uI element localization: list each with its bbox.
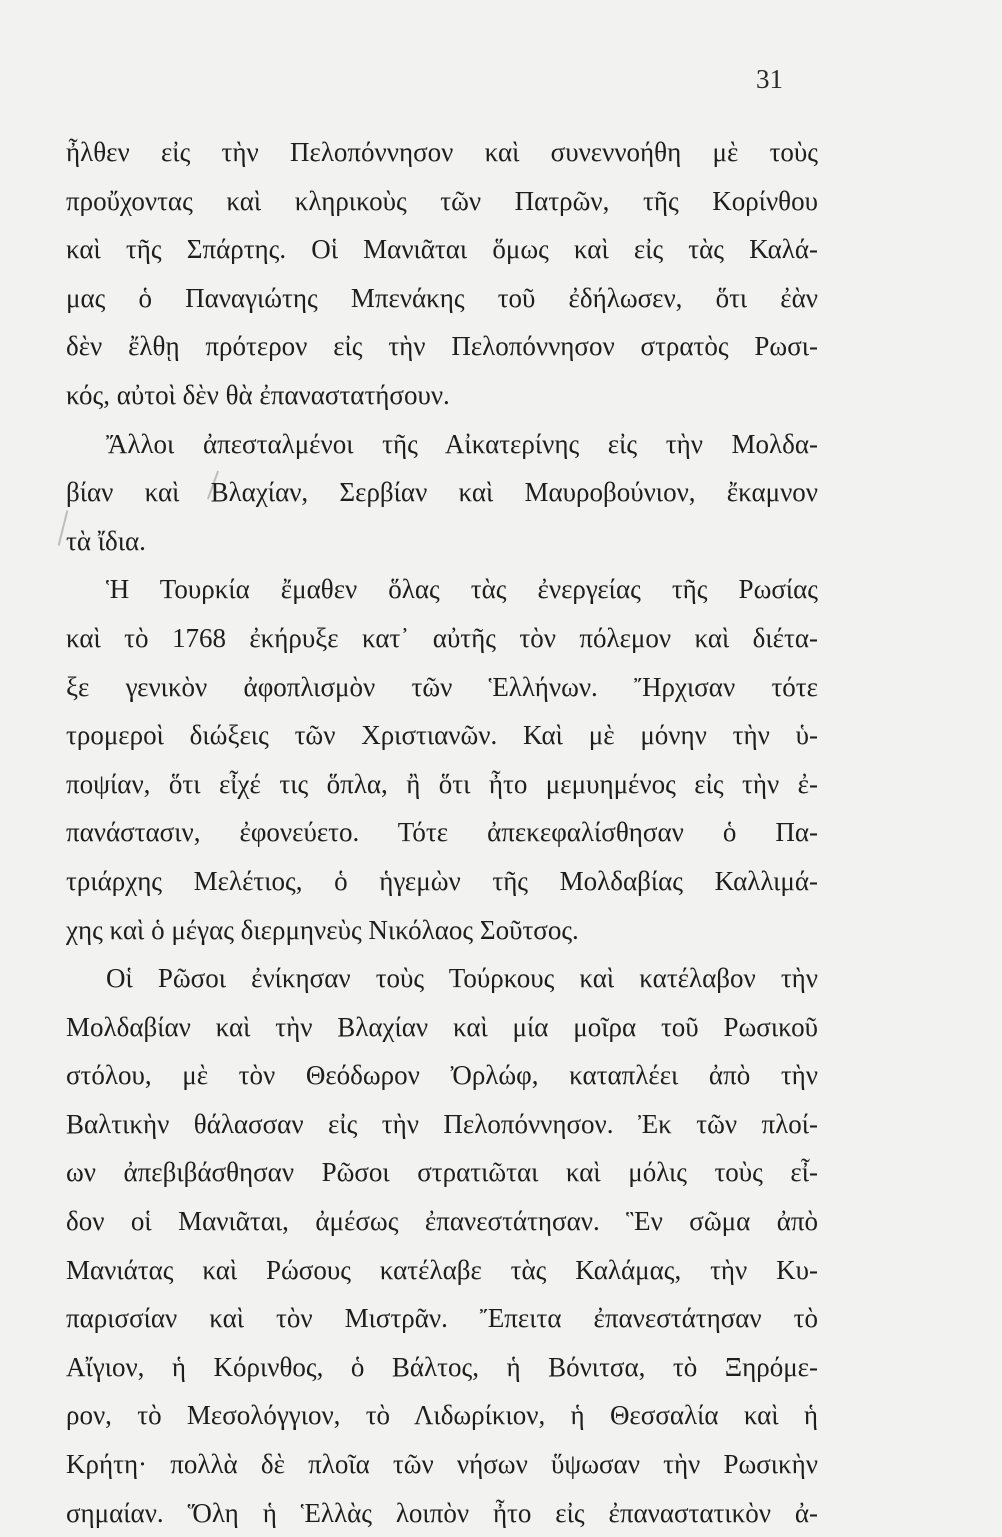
text-line: Ἡ Τουρκία ἔμαθεν ὅλας τὰς ἐνεργείας τῆς Ρωσίας	[106, 574, 818, 605]
text-line: δὲν ἔλθῃ πρότερον εἰς τὴν Πελοπόννησον στρατὸς Ρωσι-	[66, 331, 818, 362]
text-line: Ἄλλοι ἀπεσταλμένοι τῆς Αἰκατερίνης εἰς τὴν Μολδα-	[106, 428, 818, 459]
text-line: Αἴγιον, ἡ Κόρινθος, ὁ Βάλτος, ἡ Βόνιτσα, τὸ Ξηρόμε-	[66, 1351, 818, 1382]
text-line: τριάρχης Μελέτιος, ὁ ἡγεμὼν τῆς Μολδαβίας Καλλιμά-	[66, 865, 818, 896]
page-number: 31	[756, 64, 783, 94]
text-line: ποψίαν, ὅτι εἶχέ τις ὅπλα, ἢ ὅτι ἦτο μεμυημένος εἰς τὴν ἐ-	[66, 768, 818, 799]
text-line: χης καὶ ὁ μέγας διερμηνεὺς Νικόλαος Σοῦτσος.	[66, 914, 579, 945]
text-line: Κρήτη· πολλὰ δὲ πλοῖα τῶν νήσων ὕψωσαν τὴν Ρωσικὴν	[66, 1449, 818, 1480]
text-line: στόλου, μὲ τὸν Θεόδωρον Ὀρλώφ, καταπλέει ἀπὸ τὴν	[66, 1060, 818, 1091]
text-line: ων ἀπεβιβάσθησαν Ρῶσοι στρατιῶται καὶ μόλις τοὺς εἶ-	[66, 1157, 818, 1188]
text-line: Μολδαβίαν καὶ τὴν Βλαχίαν καὶ μία μοῖρα τοῦ Ρωσικοῦ	[66, 1011, 818, 1042]
text-line: Οἱ Ρῶσοι ἐνίκησαν τοὺς Τούρκους καὶ κατέλαβον τὴν	[106, 963, 818, 994]
text-line: ἦλθεν εἰς τὴν Πελοπόννησον καὶ συνεννοήθη μὲ τοὺς	[66, 137, 818, 167]
text-line: προὔχοντας καὶ κληρικοὺς τῶν Πατρῶν, τῆς Κορίνθου	[66, 185, 818, 216]
body-text	[66, 128, 818, 1537]
text-line: καὶ τὸ 1768 ἐκήρυξε κατ᾽ αὐτῆς τὸν πόλεμον καὶ διέτα-	[66, 622, 818, 653]
text-line: δον οἱ Μανιᾶται, ἀμέσως ἐπανεστάτησαν. Ἓν σῶμα ἀπὸ	[66, 1206, 818, 1237]
text-line: ρον, τὸ Μεσολόγγιον, τὸ Λιδωρίκιον, ἡ Θεσσαλία καὶ ἡ	[66, 1400, 818, 1431]
text-line: κός, αὐτοὶ δὲν θὰ ἐπαναστατήσουν.	[66, 379, 450, 410]
text-line: παρισσίαν καὶ τὸν Μιστρᾶν. Ἔπειτα ἐπανεστάτησαν τὸ	[66, 1303, 818, 1334]
text-line: Μανιάτας καὶ Ρώσους κατέλαβε τὰς Καλάμας, τὴν Κυ-	[66, 1254, 818, 1285]
text-line: μας ὁ Παναγιώτης Μπενάκης τοῦ ἐδήλωσεν, ὅτι ἐὰν	[66, 282, 818, 313]
text-line: Βαλτικὴν θάλασσαν εἰς τὴν Πελοπόννησον. Ἐκ τῶν πλοί-	[66, 1108, 818, 1139]
text-line: πανάστασιν, ἐφονεύετο. Τότε ἀπεκεφαλίσθησαν ὁ Πα-	[66, 817, 818, 848]
text-line: καὶ τῆς Σπάρτης. Οἱ Μανιᾶται ὅμως καὶ εἰς τὰς Καλά-	[66, 234, 818, 265]
text-line: σημαίαν. Ὅλη ἡ Ἑλλὰς λοιπὸν ἦτο εἰς ἐπαναστατικὸν ἀ-	[66, 1497, 818, 1528]
text-line: τρομεροὶ διώξεις τῶν Χριστιανῶν. Καὶ μὲ μόνην τὴν ὑ-	[66, 720, 818, 751]
text-line: ξε γενικὸν ἀφοπλισμὸν τῶν Ἑλλήνων. Ἤρχισαν τότε	[66, 671, 818, 702]
text-line: βίαν καὶ Βλαχίαν, Σερβίαν καὶ Μαυροβούνιον, ἔκαμνον	[66, 477, 818, 508]
text-line: τὰ ἴδια.	[66, 525, 146, 556]
